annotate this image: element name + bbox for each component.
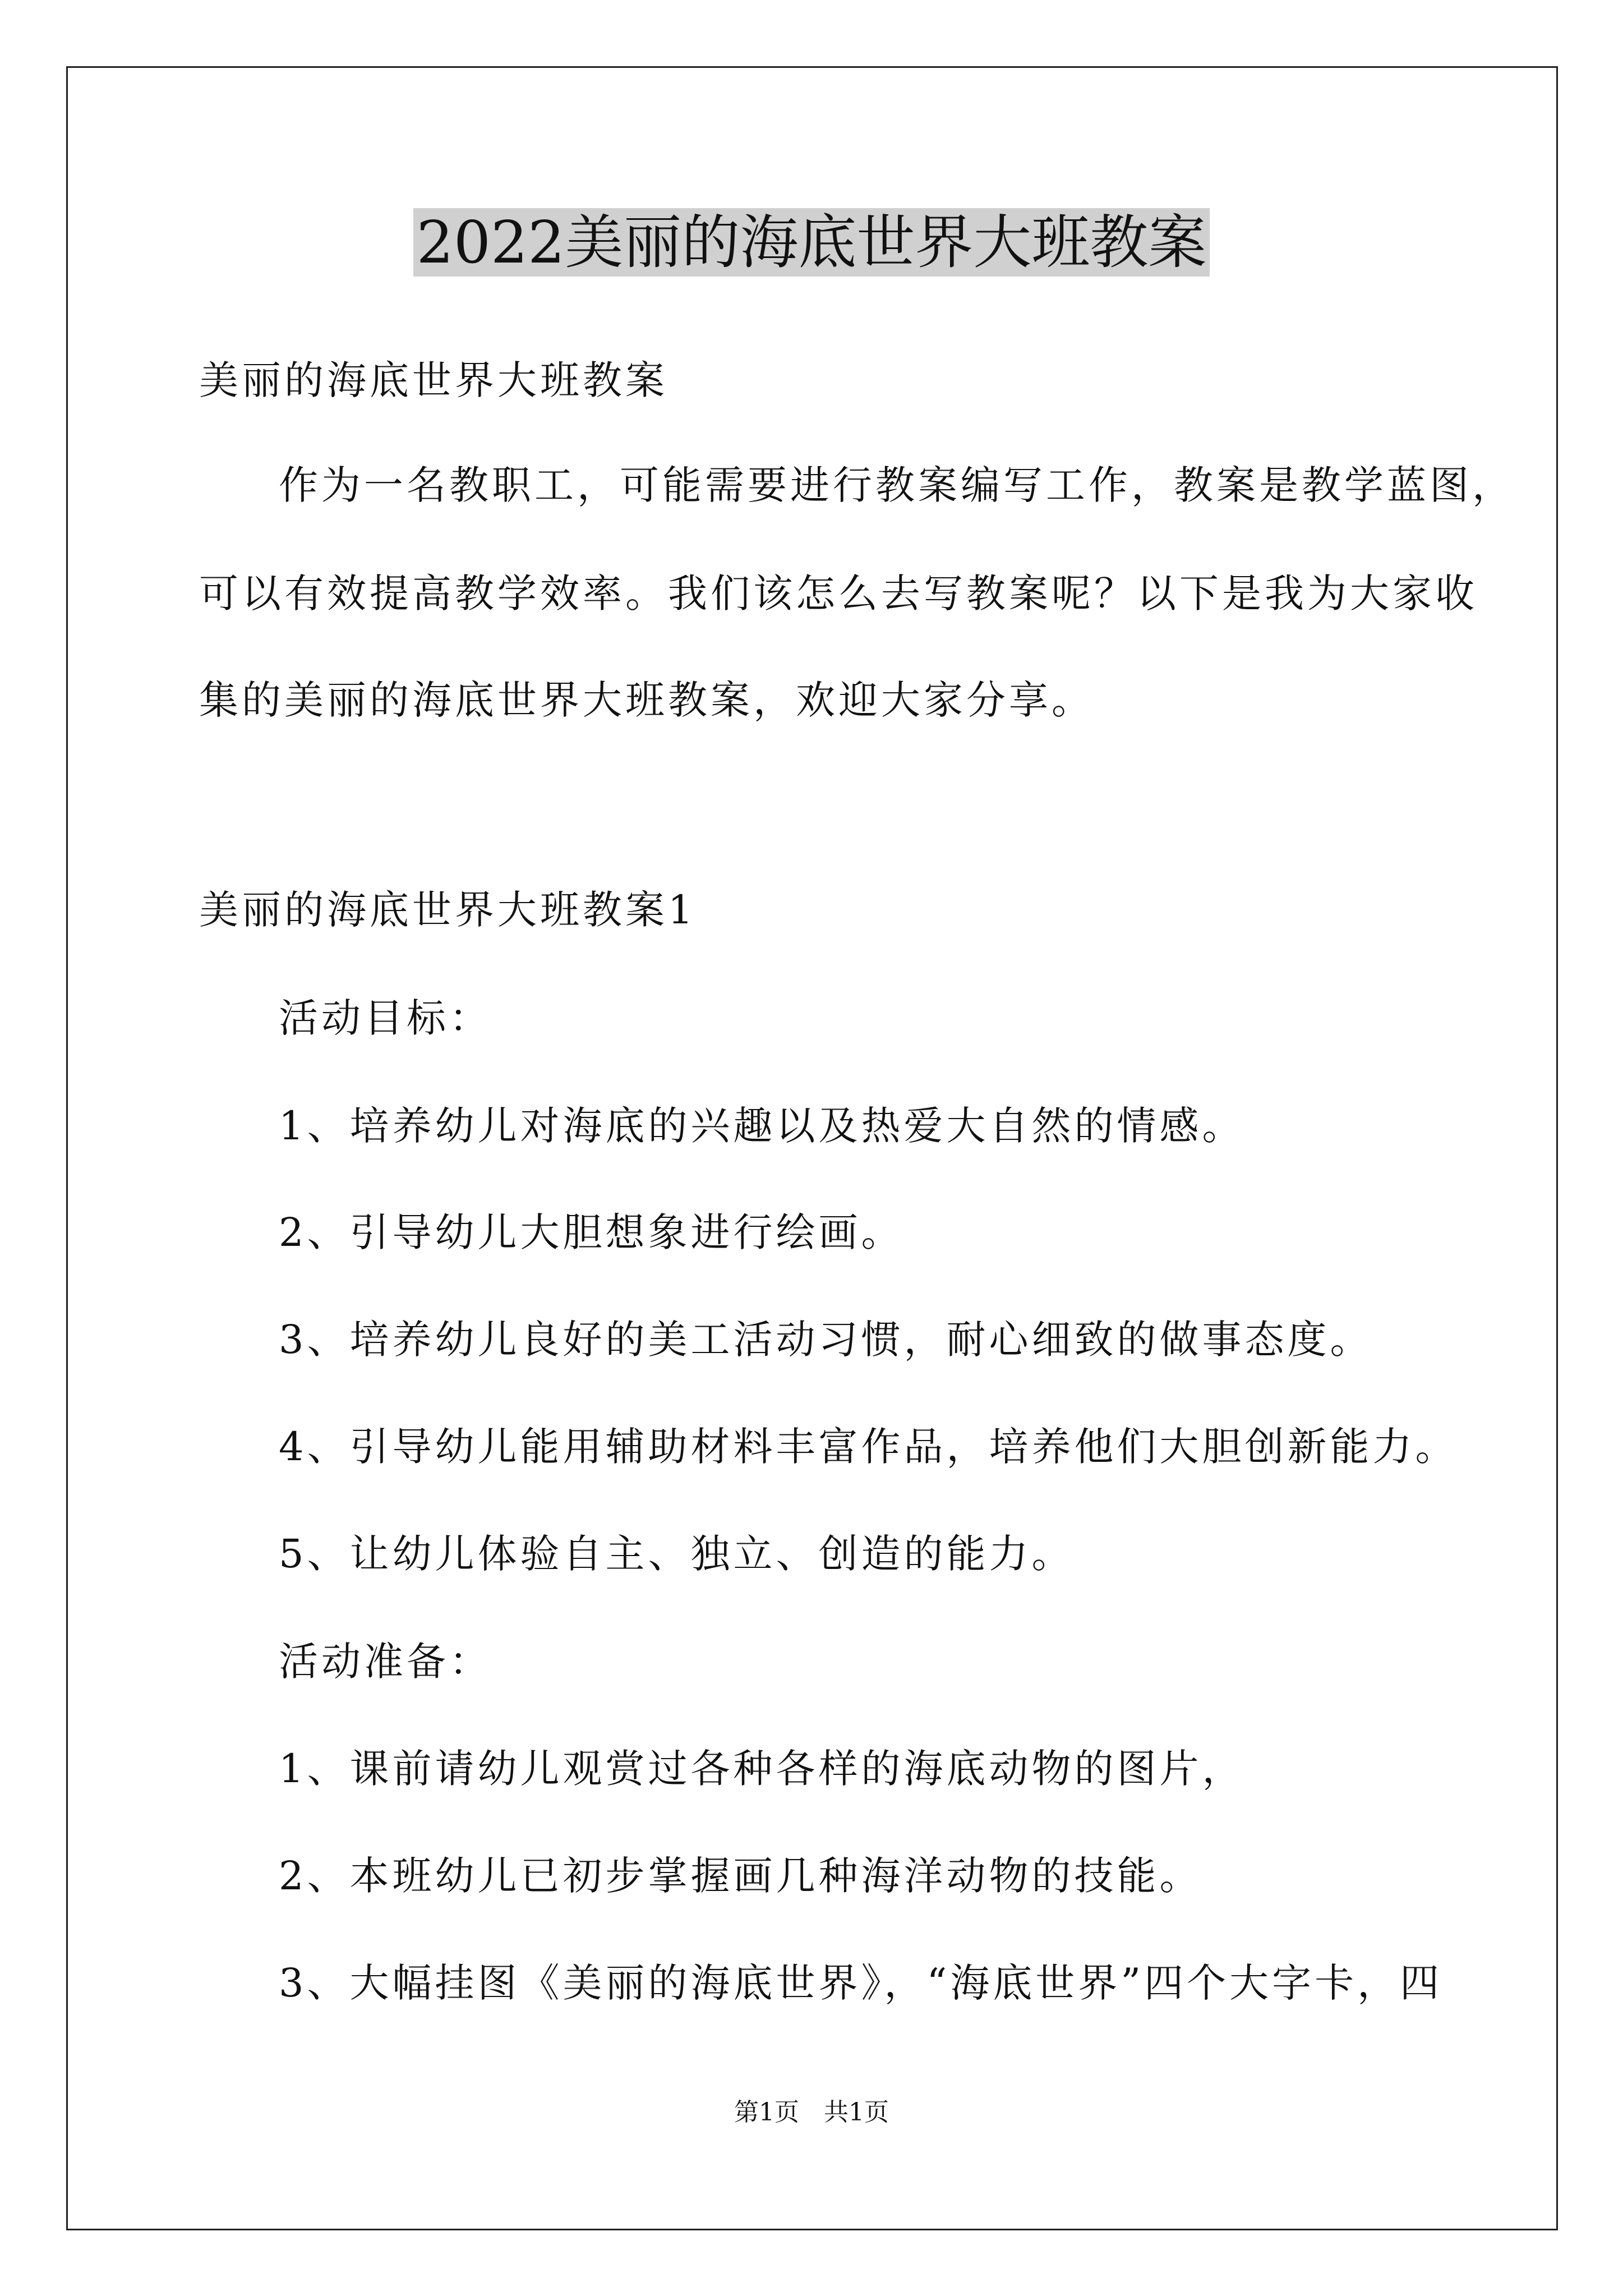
prep-heading: 活动准备： [279,1639,492,1685]
goal-item: 5、让幼儿体验自主、独立、创造的能力。 [279,1531,1075,1577]
page-footer: 第1页 共1页 [734,2098,889,2127]
page-title: 2022美丽的海底世界大班教案 [0,203,1623,282]
prep-item: 3、大幅挂图《美丽的海底世界》，“海底世界”四个大字卡，四 [279,1960,1443,2006]
prep-item: 2、本班幼儿已初步掌握画几种海洋动物的技能。 [279,1853,1202,1899]
goal-item: 1、培养幼儿对海底的兴趣以及热爱大自然的情感。 [279,1103,1245,1149]
intro-line: 可以有效提高教学效率。我们该怎么去写教案呢？以下是我为大家收 [199,570,1478,616]
goal-item: 4、引导幼儿能用辅助材料丰富作品，培养他们大胆创新能力。 [279,1424,1458,1470]
section-title: 美丽的海底世界大班教案1 [199,887,697,933]
goal-item: 2、引导幼儿大胆想象进行绘画。 [279,1209,904,1255]
prep-item: 1、课前请幼儿观赏过各种各样的海底动物的图片， [279,1746,1245,1792]
intro-line: 集的美丽的海底世界大班教案，欢迎大家分享。 [199,677,1094,723]
goals-heading: 活动目标： [279,995,492,1041]
intro-line: 作为一名教职工，可能需要进行教案编写工作，教案是教学蓝图， [279,462,1515,508]
subtitle: 美丽的海底世界大班教案 [199,357,668,403]
goal-item: 3、培养幼儿良好的美工活动习惯，耐心细致的做事态度。 [279,1317,1373,1363]
